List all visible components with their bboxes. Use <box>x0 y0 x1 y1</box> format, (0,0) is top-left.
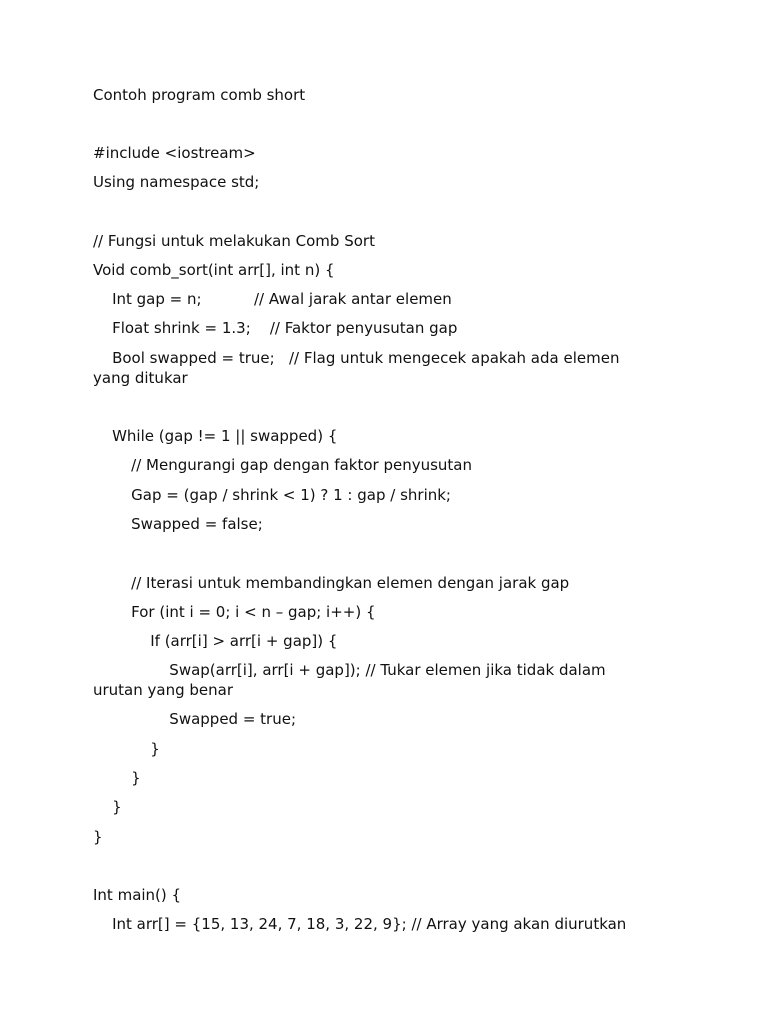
code-line-close-for: } <box>93 769 141 787</box>
code-line-function-signature: Void comb_sort(int arr[], int n) { <box>93 261 335 279</box>
code-line-comment-function: // Fungsi untuk melakukan Comb Sort <box>93 232 375 250</box>
code-line-main: Int main() { <box>93 886 182 904</box>
code-line-comment-gap: // Mengurangi gap dengan faktor penyusutan <box>93 456 473 474</box>
code-line-close-if: } <box>93 740 160 758</box>
code-line-swap: Swap(arr[i], arr[i + gap]); // Tukar elemen jika tidak dalam urutan yang benar <box>93 661 611 699</box>
code-line-include: #include <iostream> <box>93 144 256 162</box>
code-line-close-while: } <box>93 798 122 816</box>
code-line-if: If (arr[i] > arr[i + gap]) { <box>93 632 338 650</box>
document-title: Contoh program comb short <box>93 86 306 104</box>
code-line-shrink: Float shrink = 1.3; // Faktor penyusutan gap <box>93 319 458 337</box>
code-line-namespace: Using namespace std; <box>93 173 260 191</box>
code-line-array: Int arr[] = {15, 13, 24, 7, 18, 3, 22, 9}; // Array yang akan diurutkan <box>93 915 627 933</box>
code-line-for: For (int i = 0; i < n – gap; i++) { <box>93 603 376 621</box>
code-line-while: While (gap != 1 || swapped) { <box>93 427 338 445</box>
code-line-gap-update: Gap = (gap / shrink < 1) ? 1 : gap / shrink; <box>93 486 451 504</box>
code-line-swapped-reset: Swapped = false; <box>93 515 263 533</box>
code-line-swapped-flag: Bool swapped = true; // Flag untuk mengecek apakah ada elemen yang ditukar <box>93 349 625 387</box>
code-line-swapped-true: Swapped = true; <box>93 710 297 728</box>
code-line-close-function: } <box>93 828 103 846</box>
code-line-gap: Int gap = n; // Awal jarak antar elemen <box>93 290 452 308</box>
code-line-comment-iteration: // Iterasi untuk membandingkan elemen dengan jarak gap <box>93 574 570 592</box>
